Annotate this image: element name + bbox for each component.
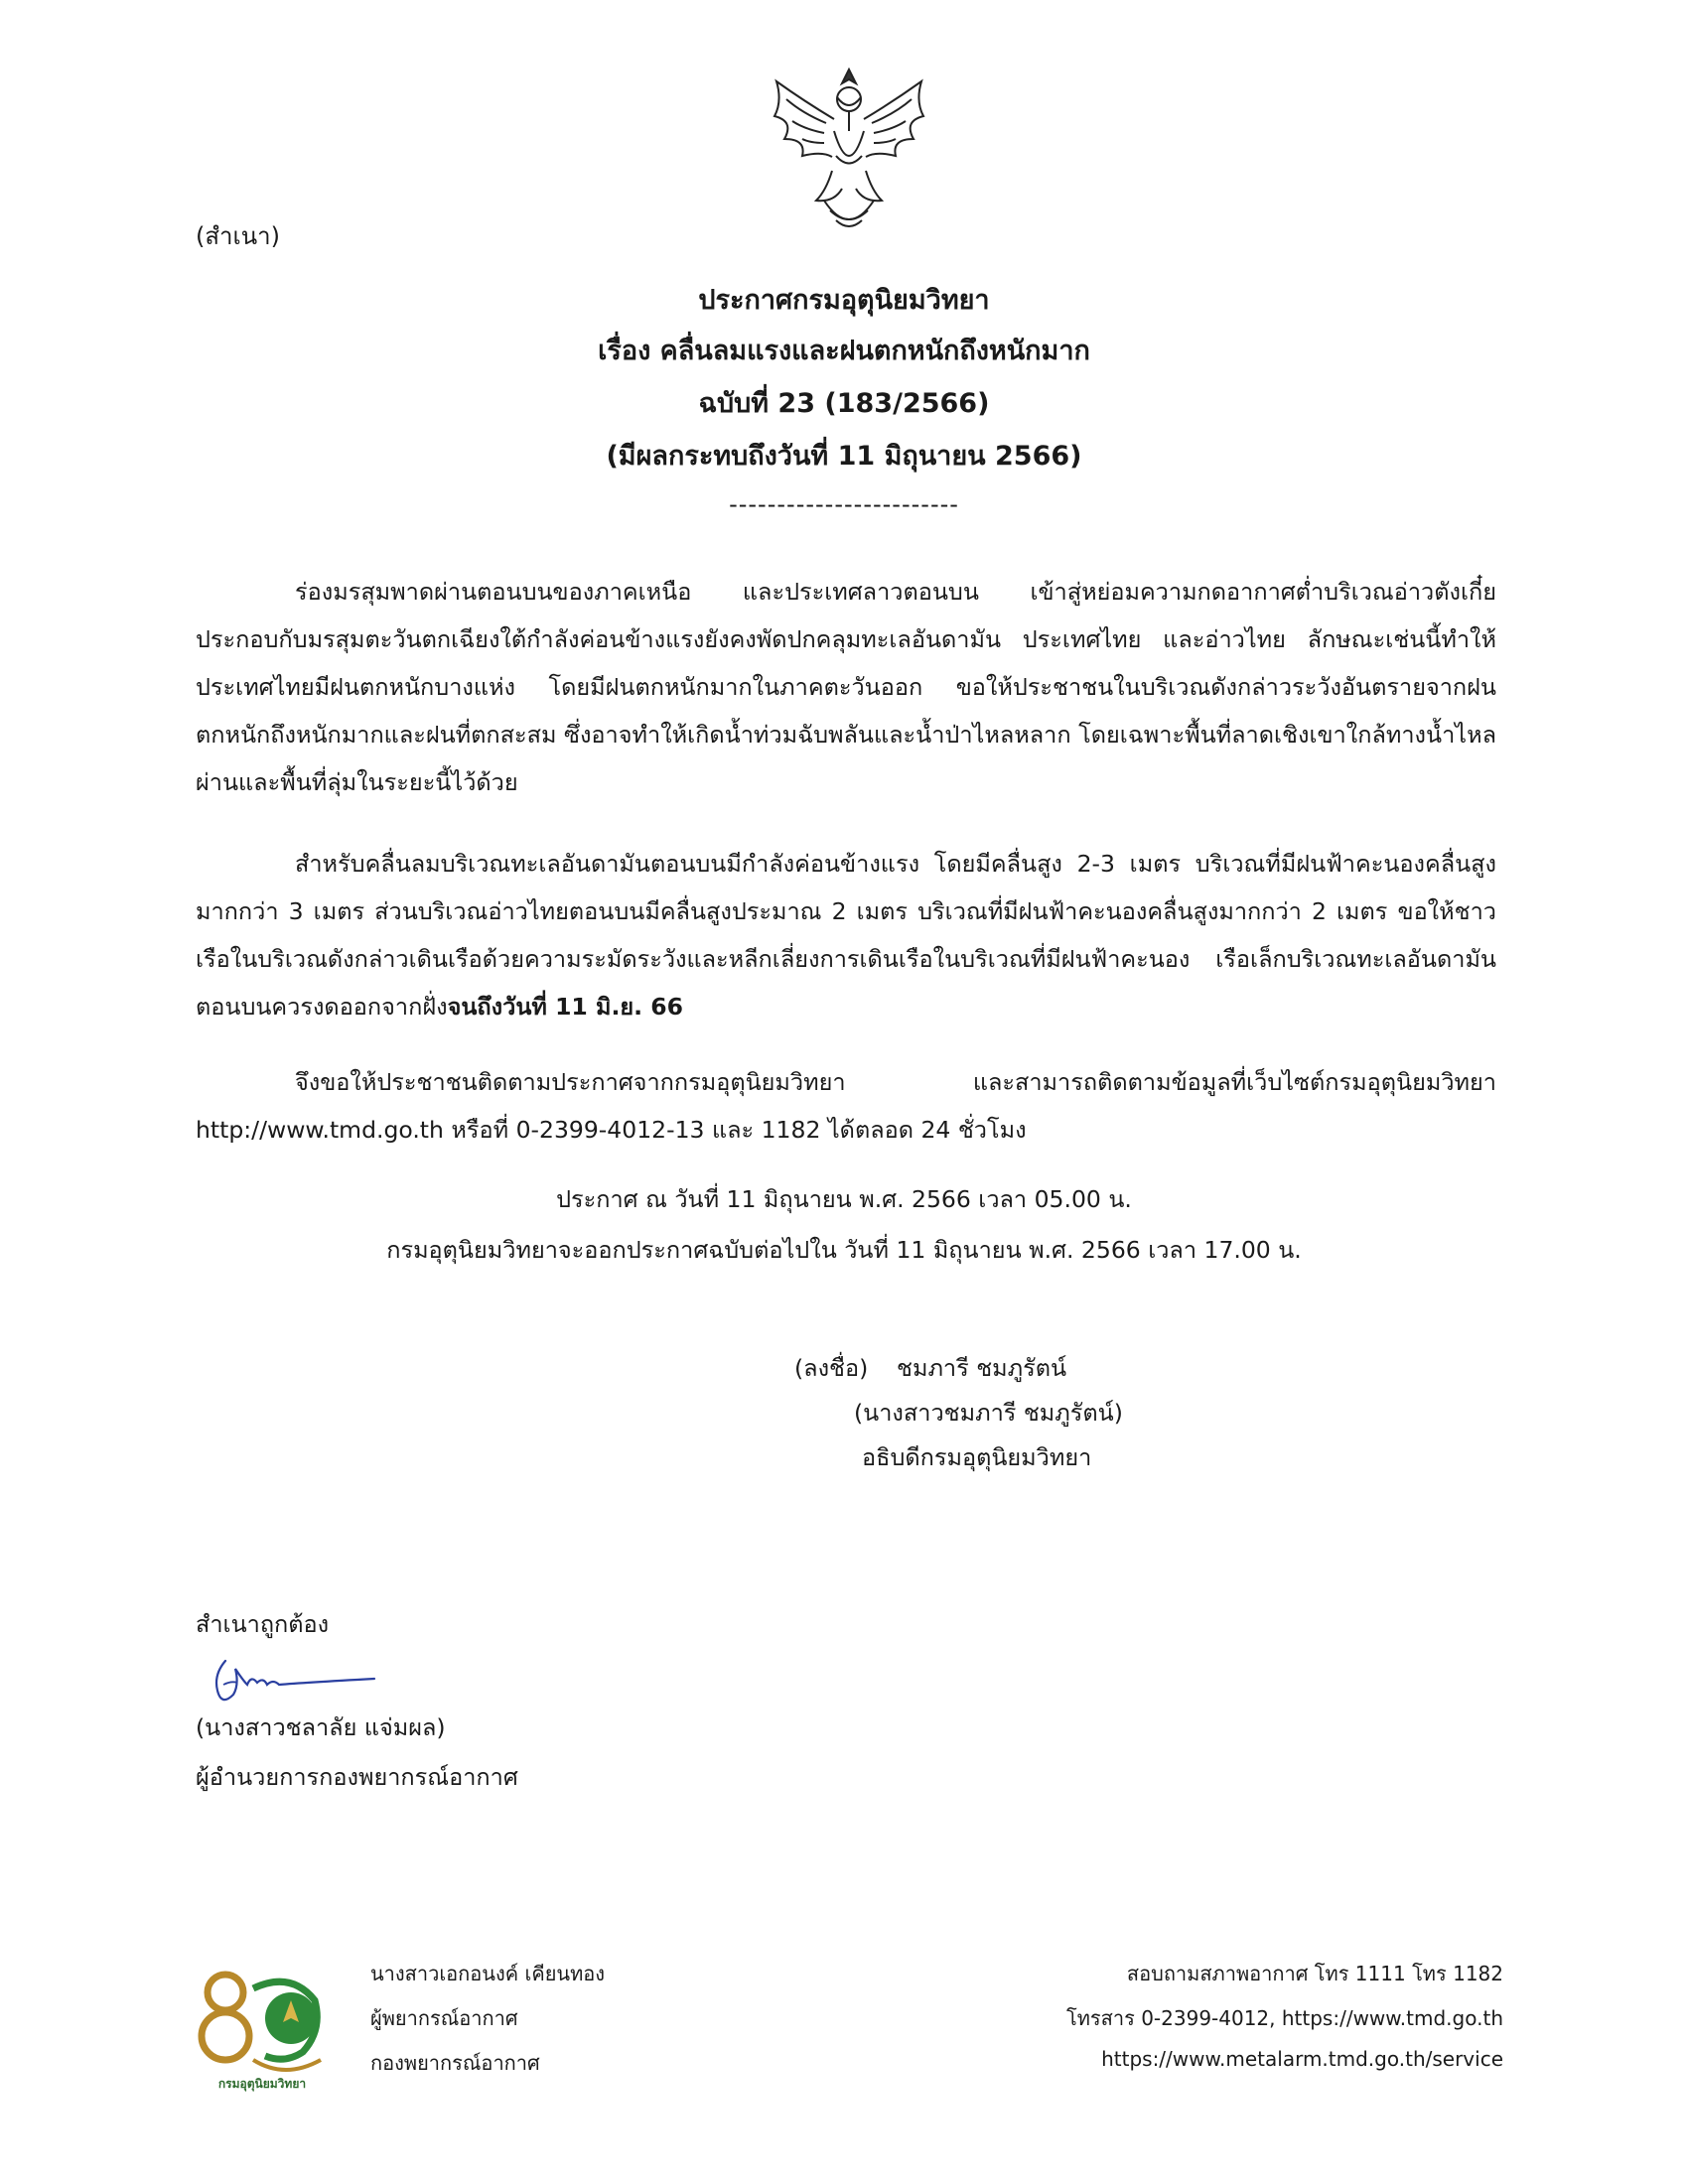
- paragraph-2-bold: จนถึงวันที่ 11 มิ.ย. 66: [447, 993, 683, 1021]
- document-issue: ฉบับที่ 23 (183/2566): [698, 388, 990, 419]
- paragraph-2-text: สำหรับคลื่นลมบริเวณทะเลอันดามันตอนบนมีกำลังค่อนข้างแรง โดยมีคลื่นสูง 2-3 เมตร บริเวณที่มีฝนฟ้าคะนองคลื่นสูงมากกว่า 3 เมตร ส่วนบริเวณอ่าวไทยตอนบนมีคลื่นสูงประมาณ 2 เมตร บริเวณที่มีฝนฟ้าคะนองคลื่นสูงมากกว่า 2 เมตร ขอให้ชาวเรือในบริเวณดังกล่าวเดินเรือด้วยความระมัดระวังและหลีกเลี่ยงการเดินเรือในบริเวณที่มีฝนฟ้าคะนอง เรือเล็กบริเวณทะเลอันดามันตอนบนควรงดออกจากฝั่ง: [196, 850, 1496, 1021]
- handwritten-signature: [204, 1655, 382, 1710]
- paragraph-1-text: ร่องมรสุมพาดผ่านตอนบนของภาคเหนือ และประเทศลาวตอนบน เข้าสู่หย่อมความกดอากาศต่ำบริเวณอ่าวตังเกี๋ย ประกอบกับมรสุมตะวันตกเฉียงใต้กำลังค่อนข้างแรงยังคงพัดปกคลุมทะเลอันดามัน ประเทศไทย และอ่าวไทย ลักษณะเช่นนี้ทำให้ประเทศไทยมีฝนตกหนักบางแห่ง โดยมีฝนตกหนักมากในภาคตะวันออก ขอให้ประชาชนในบริเวณดังกล่าวระวังอันตรายจากฝนตกหนักถึงหนักมากและฝนที่ตกสะสม ซึ่งอาจทำให้เกิดน้ำท่วมฉับพลันและน้ำป่าไหลหลาก โดยเฉพาะพื้นที่ลาดเชิงเขาใกล้ทางน้ำไหลผ่านและพื้นที่ลุ่มในระยะนี้ไว้ด้วย: [196, 578, 1496, 796]
- signer-full-name: (นางสาวชมภารี ชมภูรัตน์): [854, 1399, 1123, 1427]
- next-issue-line: กรมอุตุนิยมวิทยาจะออกประกาศฉบับต่อไปใน วันที่ 11 มิถุนายน พ.ศ. 2566 เวลา 17.00 น.: [386, 1236, 1302, 1264]
- signer-position: อธิบดีกรมอุตุนิยมวิทยา: [862, 1443, 1092, 1471]
- document-effective: (มีผลกระทบถึงวันที่ 11 มิถุนายน 2566): [606, 441, 1082, 472]
- signed-label: (ลงชื่อ): [794, 1354, 869, 1382]
- paragraph-2: [196, 840, 1496, 1030]
- document-title: ประกาศกรมอุตุนิยมวิทยา: [698, 285, 990, 316]
- paragraph-1: [196, 568, 1496, 806]
- footer-right-line-2[interactable]: โทรสาร 0-2399-4012, https://www.tmd.go.th: [1066, 2006, 1503, 2030]
- footer-left-line-3: กองพยากรณ์อากาศ: [370, 2051, 540, 2075]
- heading-rule: ------------------------: [729, 490, 959, 518]
- footer-right-line-1: สอบถามสภาพอากาศ โทร 1111 โทร 1182: [1126, 1962, 1503, 1985]
- certifier-position: ผู้อำนวยการกองพยากรณ์อากาศ: [196, 1763, 518, 1791]
- paragraph-3: [196, 1058, 1496, 1154]
- logo-text: กรมอุตุนิยมวิทยา: [217, 2077, 307, 2091]
- footer-left-line-1: นางสาวเอกอนงค์ เคียนทอง: [370, 1962, 606, 1985]
- footer-left-line-2: ผู้พยากรณ์อากาศ: [370, 2006, 518, 2030]
- garuda-emblem: [755, 62, 943, 242]
- document-subject: เรื่อง คลื่นลมแรงและฝนตกหนักถึงหนักมาก: [598, 336, 1090, 366]
- copy-mark: (สำเนา): [196, 222, 280, 250]
- footer-right-line-3[interactable]: https://www.metalarm.tmd.go.th/service: [1101, 2047, 1503, 2071]
- paragraph-3-text: จึงขอให้ประชาชนติดตามประกาศจากกรมอุตุนิยมวิทยา และสามารถติดตามข้อมูลที่เว็บไซต์กรมอุตุนิยมวิทยา http://www.tmd.go.th หรือที่ 0-2399-4012-13 และ 1182 ได้ตลอด 24 ชั่วโมง: [196, 1068, 1496, 1144]
- signed-name: ชมภารี ชมภูรัตน์: [897, 1354, 1067, 1382]
- tmd-80th-anniversary-logo: [196, 1961, 330, 2100]
- announce-line: ประกาศ ณ วันที่ 11 มิถุนายน พ.ศ. 2566 เวลา 05.00 น.: [556, 1185, 1132, 1213]
- certifier-name: (นางสาวชลาลัย แจ่มผล): [196, 1713, 446, 1741]
- certified-label: สำเนาถูกต้อง: [196, 1610, 330, 1638]
